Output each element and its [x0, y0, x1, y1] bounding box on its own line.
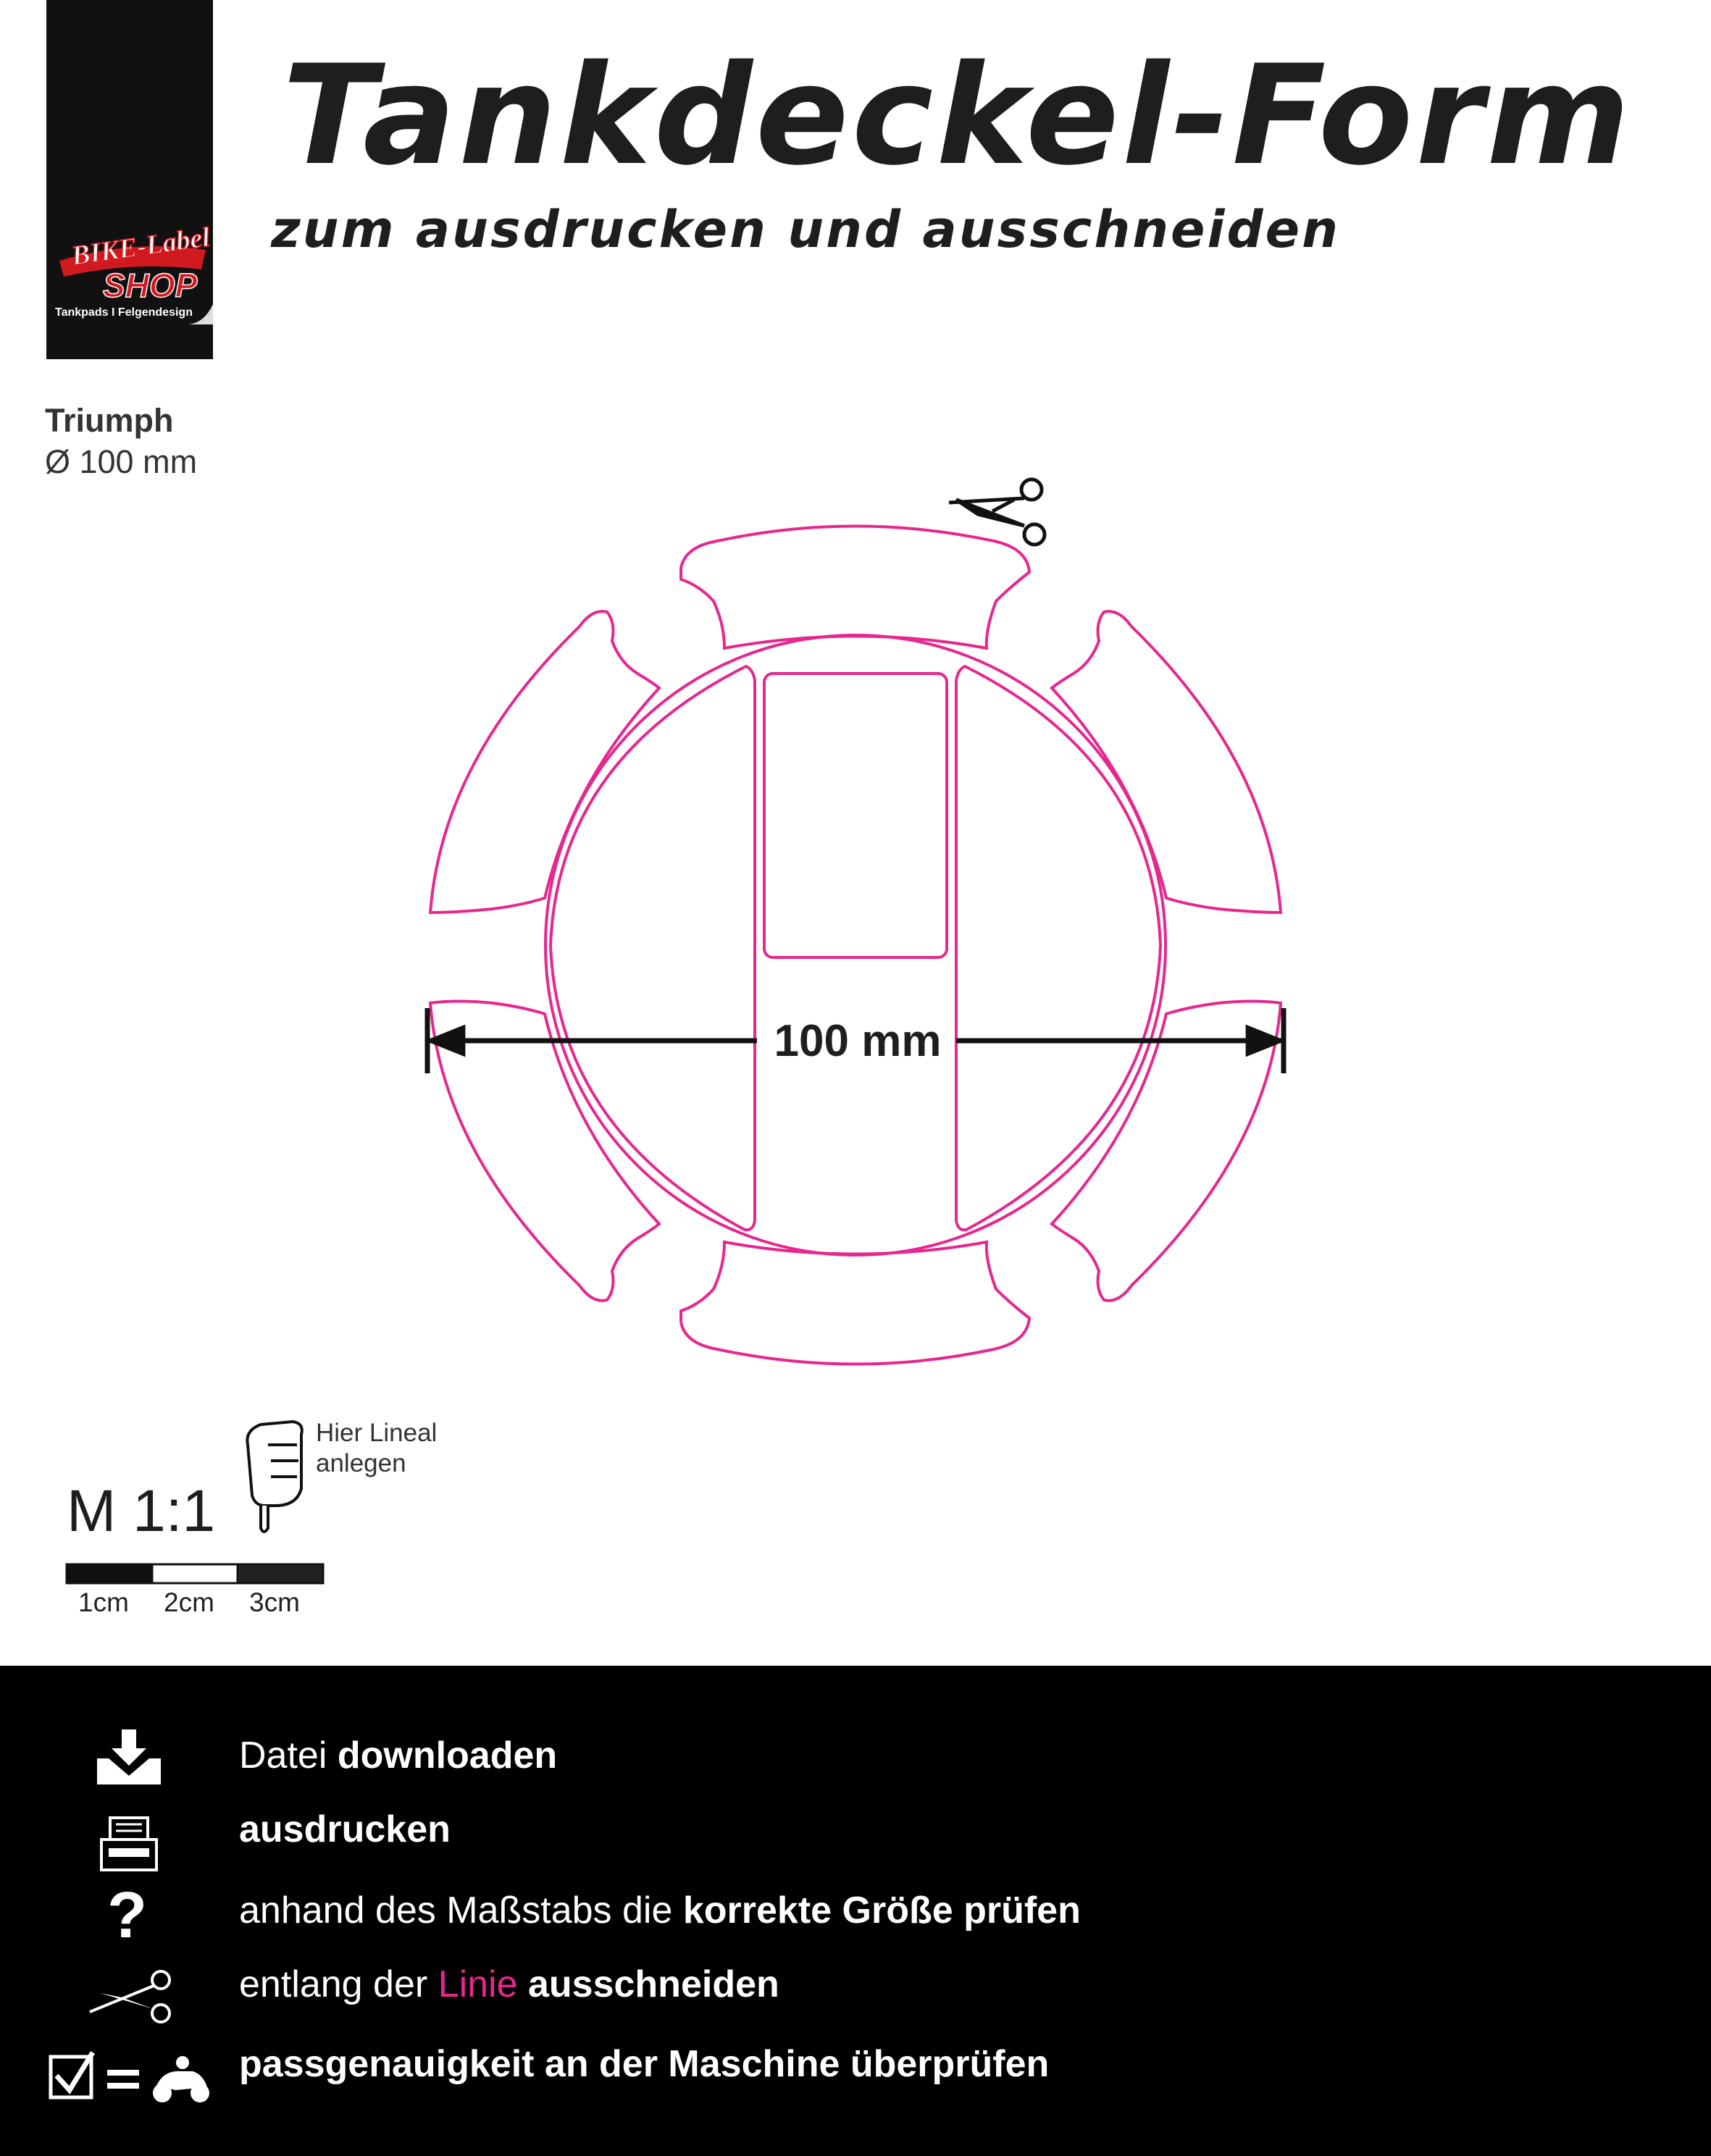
scale-bar [67, 1564, 323, 1583]
top-tab-cutline [681, 527, 1029, 649]
check-equals-motorcycle-icon [48, 2050, 214, 2107]
cut-lines [430, 527, 1281, 1364]
instruction-3-text: anhand des Maßstabs die [239, 1889, 683, 1931]
ruler-hint: Hier Lineal anlegen [316, 1419, 438, 1477]
product-brand: Triumph [45, 402, 174, 439]
center-window-cutline [764, 674, 947, 957]
question-icon: ? [107, 1879, 147, 1952]
scale-segment-1 [67, 1564, 152, 1583]
scissors-instruction-icon [85, 1968, 172, 2026]
product-diameter: Ø 100 mm [45, 443, 198, 480]
left-upper-arc-cutline [430, 611, 659, 913]
scale-label: M 1:1 [67, 1478, 216, 1544]
download-icon [93, 1729, 165, 1787]
inner-right-segment-cutline [956, 666, 1160, 1230]
instruction-4-pink: Linie [438, 1963, 518, 2005]
instruction-step-4 [239, 1963, 779, 2006]
instruction-step-5 [239, 2042, 1049, 2086]
page-title: Tankdeckel-Form [283, 35, 1633, 196]
bottom-tab-cutline [681, 1242, 1029, 1364]
instruction-3-bold: korrekte Größe prüfen [682, 1889, 1081, 1931]
logo-line2: SHOP [103, 267, 198, 304]
inner-left-segment-cutline [551, 666, 755, 1230]
logo-tagline: Tankpads I Felgendesign [55, 306, 193, 319]
instruction-5-bold: passgenauigkeit an der Maschine überprüfen [239, 2043, 1050, 2085]
instruction-step-1 [239, 1734, 557, 1777]
instruction-step-2 [239, 1808, 451, 1851]
instruction-2-bold: ausdrucken [239, 1808, 451, 1850]
scale-tick-1: 1cm [78, 1587, 129, 1617]
printer-icon [99, 1815, 159, 1873]
scale-segment-3 [238, 1564, 323, 1583]
scale-tick-3: 3cm [249, 1587, 300, 1617]
instruction-4-bold: ausschneiden [517, 1963, 779, 2005]
instruction-4-text: entlang der [239, 1963, 438, 2005]
scale-tick-2: 2cm [164, 1587, 214, 1617]
right-upper-arc-cutline [1052, 611, 1281, 913]
page-subtitle: zum ausdrucken und ausschneiden [271, 200, 1340, 259]
inner-circle-cutline [545, 635, 1166, 1255]
instruction-1-bold: downloaden [337, 1735, 558, 1777]
scale-segment-2 [152, 1564, 238, 1583]
pointing-hand-icon [247, 1422, 301, 1532]
instructions-panel [0, 1666, 1711, 2156]
instruction-1-text: Datei [239, 1735, 338, 1777]
logo-line1: BIKE-Label [70, 222, 212, 272]
dimension-label: 100 mm [774, 1016, 942, 1066]
instruction-step-3 [239, 1889, 1081, 1932]
